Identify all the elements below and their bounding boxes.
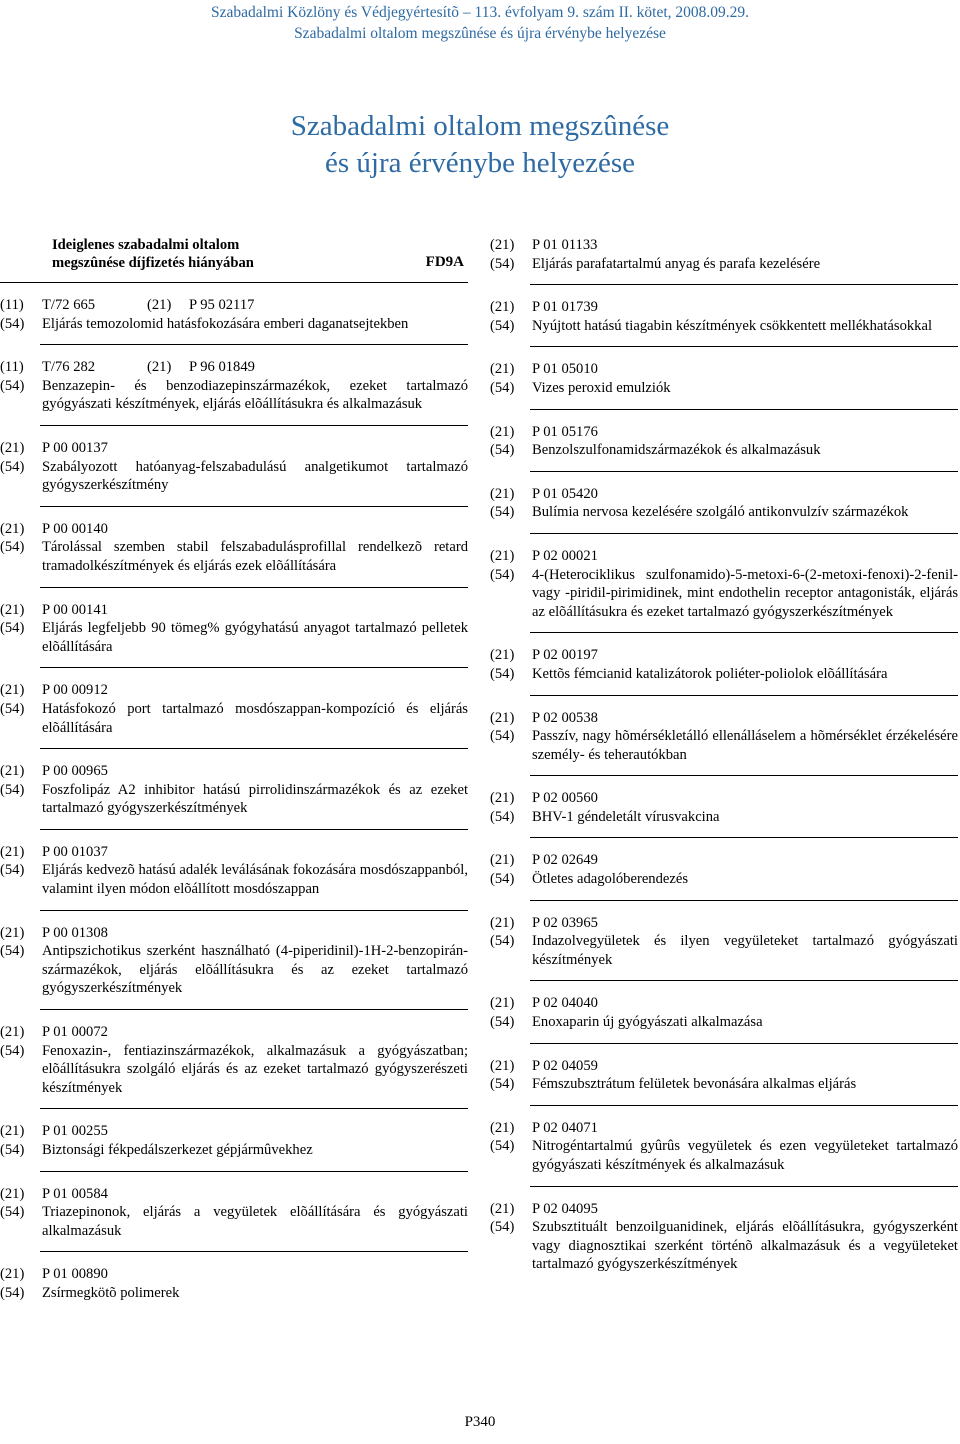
- entry-title-line: [490, 808, 958, 827]
- label-21: (21): [490, 423, 515, 440]
- patent-entry: [0, 843, 468, 911]
- entry-number-21: P 02 00021: [532, 547, 598, 564]
- entry-numbers: [490, 360, 958, 379]
- label-21: (21): [0, 924, 25, 941]
- label-21: (21): [0, 601, 25, 618]
- label-54: (54): [490, 728, 515, 745]
- entry-title-line: [490, 727, 958, 764]
- entry-title-line: [0, 1141, 468, 1160]
- entry-title: Ötletes adagolóberendezés: [532, 871, 688, 888]
- patent-entry: [0, 520, 468, 588]
- entry-numbers: [490, 236, 958, 255]
- patent-entry: [0, 1023, 468, 1109]
- entry-title-line: [0, 315, 468, 334]
- entry-numbers: [0, 1185, 468, 1204]
- page-title-line-1: Szabadalmi oltalom megszûnése: [290, 110, 670, 142]
- entry-title-line: [490, 1013, 958, 1032]
- patent-entry: [490, 298, 958, 347]
- patent-entry: [0, 296, 468, 345]
- entry-title: Tárolással szemben stabil felszabadulásprofillal rendelkezõ retard tramadolkészítmények és eljárás ezek elõállítására: [42, 539, 468, 574]
- label-54: (54): [490, 317, 515, 334]
- label-54: (54): [0, 377, 25, 394]
- label-21: (21): [490, 647, 515, 664]
- entry-number-21: P 02 02649: [532, 852, 598, 869]
- entry-numbers: [490, 709, 958, 728]
- entry-numbers: [490, 789, 958, 808]
- entry-numbers: [490, 914, 958, 933]
- label-54: (54): [490, 1014, 515, 1031]
- patent-entry: [490, 547, 958, 633]
- entry-title: Nyújtott hatású tiagabin készítmények csökkentett mellékhatásokkal: [532, 317, 933, 334]
- entry-number-21: P 00 01308: [42, 924, 108, 941]
- label-21: (21): [490, 790, 515, 807]
- patent-entry: [490, 360, 958, 409]
- label-54: (54): [490, 566, 515, 583]
- entry-title-line: [490, 932, 958, 969]
- entry-numbers: [490, 547, 958, 566]
- entry-title: Szubsztituált benzoilguanidinek, eljárás elõállításukra, gyógyszerként vagy diagnosztikai szerként történõ alkalmazásuk és a vegyületeket tartalmazó gyógyszerkészítmények: [532, 1219, 958, 1273]
- label-54: (54): [490, 1138, 515, 1155]
- entry-numbers: [0, 601, 468, 620]
- entry-number-21: P 01 00584: [42, 1185, 108, 1202]
- entry-title: Kettõs fémcianid katalizátorok poliéter-poliolok elõállítására: [532, 665, 888, 682]
- label-21: (21): [490, 914, 515, 931]
- patent-entry: [490, 423, 958, 472]
- entry-numbers: [490, 1119, 958, 1138]
- right-column: [490, 236, 958, 1298]
- label-54: (54): [490, 1219, 515, 1236]
- entry-numbers: [490, 1057, 958, 1076]
- entry-number-21: P 96 01849: [189, 359, 255, 376]
- label-54: (54): [490, 504, 515, 521]
- entry-numbers: [0, 358, 468, 377]
- label-54: (54): [0, 700, 25, 717]
- label-21: (21): [147, 297, 172, 313]
- section-title-line-1: Ideiglenes szabadalmi oltalom: [52, 237, 240, 253]
- entry-title-line: [0, 458, 468, 495]
- entry-numbers: [0, 843, 468, 862]
- patent-entry: [0, 924, 468, 1010]
- patent-entry: [490, 709, 958, 777]
- entry-number-21: P 01 05176: [532, 423, 598, 440]
- entry-number-21: P 02 04040: [532, 995, 598, 1012]
- entry-number-21: P 00 00140: [42, 520, 108, 537]
- patent-entry: [0, 681, 468, 749]
- patent-entry: [490, 914, 958, 982]
- label-21: (21): [490, 299, 515, 316]
- patent-entry: [0, 601, 468, 669]
- entry-title: Antipszichotikus szerként használható (4-piperidinil)-1H-2-benzopirán-származékok, eljárás elõállításukra és az ezeket tartalmazó gyógyszerkészítmények: [42, 943, 468, 997]
- entry-number-21: P 00 01037: [42, 843, 108, 860]
- entry-number-21: P 01 01133: [532, 237, 598, 253]
- entry-title-line: [0, 861, 468, 898]
- entry-title: Vizes peroxid emulziók: [532, 379, 671, 396]
- label-21: (21): [0, 1185, 25, 1202]
- entry-number-21: P 00 00965: [42, 763, 108, 780]
- patent-entry: [490, 646, 958, 695]
- entry-title: Nitrogéntartalmú gyûrûs vegyületek és ezen vegyületeket tartalmazó gyógyászati készítmények és alkalmazásuk: [532, 1138, 958, 1173]
- entry-numbers: [0, 296, 468, 315]
- label-54: (54): [490, 665, 515, 682]
- entry-numbers: [490, 994, 958, 1013]
- entry-title-line: [490, 870, 958, 889]
- entry-title: BHV-1 géndeletált vírusvakcina: [532, 808, 720, 825]
- entry-title-line: [0, 781, 468, 818]
- label-54: (54): [0, 458, 25, 475]
- entry-number-21: P 95 02117: [189, 297, 255, 313]
- entry-number-21: P 01 05010: [532, 361, 598, 378]
- entry-numbers: [0, 681, 468, 700]
- entry-number-11: T/72 665: [42, 297, 96, 313]
- entry-number-21: P 00 00137: [42, 439, 108, 456]
- patent-entry: [0, 358, 468, 426]
- label-21: (21): [490, 361, 515, 378]
- entry-title-line: [0, 942, 468, 998]
- patent-entry: [0, 1122, 468, 1171]
- entry-title: Zsírmegkötõ polimerek: [42, 1284, 180, 1301]
- entry-title-line: [490, 503, 958, 522]
- entry-title-line: [490, 665, 958, 684]
- entry-numbers: [490, 646, 958, 665]
- entry-title: Indazolvegyületek és ilyen vegyületeket tartalmazó gyógyászati készítmények: [532, 933, 958, 968]
- entry-title-line: [490, 317, 958, 336]
- entry-title: Eljárás legfeljebb 90 tömeg% gyógyhatású anyagot tartalmazó pelletek elõállítására: [42, 620, 468, 655]
- entry-title-line: [490, 1075, 958, 1094]
- patent-entry: [0, 1185, 468, 1253]
- entry-numbers: [490, 298, 958, 317]
- page-title-line-2: és újra érvénybe helyezése: [325, 147, 635, 179]
- entry-title: Eljárás parafatartalmú anyag és parafa kezelésére: [532, 255, 821, 272]
- entry-title-line: [0, 1203, 468, 1240]
- entry-title-line: [0, 1042, 468, 1098]
- entry-title: Triazepinonok, eljárás a vegyületek elõállítására és gyógyászati alkalmazásuk: [42, 1204, 468, 1239]
- entry-number-21: P 01 05420: [532, 485, 598, 502]
- entry-numbers: [490, 851, 958, 870]
- entry-number-21: P 01 00890: [42, 1266, 108, 1283]
- entry-numbers: [0, 1122, 468, 1141]
- entry-numbers: [0, 1023, 468, 1042]
- entry-number-11: T/76 282: [42, 359, 96, 376]
- label-21: (21): [490, 1057, 515, 1074]
- entry-number-21: P 01 00255: [42, 1123, 108, 1140]
- page-number: P340: [464, 1414, 496, 1430]
- entry-title-line: [490, 379, 958, 398]
- entry-number-21: P 00 00912: [42, 682, 108, 699]
- label-21: (21): [0, 520, 25, 537]
- entry-title: Szabályozott hatóanyag-felszabadulású analgetikumot tartalmazó gyógyszerkészítmény: [42, 458, 468, 494]
- entry-title: Enoxaparin új gyógyászati alkalmazása: [532, 1014, 763, 1031]
- patent-entry: [490, 851, 958, 900]
- entry-number-21: P 02 03965: [532, 914, 598, 931]
- label-54: (54): [0, 1284, 25, 1301]
- patent-entry: [490, 236, 958, 285]
- entry-title-line: [0, 538, 468, 575]
- entry-numbers: [0, 762, 468, 781]
- running-header-section: Szabadalmi oltalom megszûnése és újra érvénybe helyezése: [294, 25, 666, 42]
- entry-numbers: [490, 1200, 958, 1219]
- entry-title: Eljárás temozolomid hatásfokozására emberi daganatsejtekben: [42, 315, 409, 332]
- patent-entry: [490, 485, 958, 534]
- entry-title-line: [490, 1137, 958, 1174]
- label-21: (21): [490, 237, 515, 253]
- label-21: (21): [0, 439, 25, 456]
- left-column: [0, 236, 468, 1327]
- label-21: (21): [0, 763, 25, 780]
- label-54: (54): [490, 255, 515, 272]
- patent-entry: [490, 1057, 958, 1106]
- entry-title: Benzolszulfonamidszármazékok és alkalmazásuk: [532, 442, 821, 459]
- label-21: (21): [0, 1266, 25, 1283]
- entry-title-line: [490, 255, 958, 274]
- entry-numbers: [0, 924, 468, 943]
- entry-title: Benzazepin- és benzodiazepinszármazékok, ezeket tartalmazó gyógyászati készítmények, eljárás elõállításukra és alkalmazásuk: [42, 377, 468, 413]
- label-54: (54): [490, 808, 515, 825]
- entry-number-21: P 01 01739: [532, 299, 598, 316]
- page-title: [0, 108, 960, 182]
- label-21: (21): [0, 682, 25, 699]
- label-21: (21): [490, 995, 515, 1012]
- entry-title: Fémszubsztrátum felületek bevonására alkalmas eljárás: [532, 1076, 857, 1093]
- entry-number-21: P 00 00141: [42, 601, 108, 618]
- entry-title: Fenoxazin-, fentiazinszármazékok, alkalmazásuk a gyógyászatban; elõállításukra szolgáló eljárás és az ezeket tartalmazó gyógyszerészeti készítmények: [42, 1042, 468, 1096]
- entry-number-21: P 02 04095: [532, 1200, 598, 1217]
- label-21: (21): [490, 485, 515, 502]
- label-21: (21): [490, 547, 515, 564]
- label-54: (54): [490, 933, 515, 950]
- section-heading: [0, 236, 468, 283]
- entry-title-line: [0, 377, 468, 414]
- entry-title: Hatásfokozó port tartalmazó mosdószappan-kompozíció és eljárás elõállítására: [42, 700, 468, 736]
- label-54: (54): [0, 1142, 25, 1158]
- entry-numbers: [490, 485, 958, 504]
- entry-title: Biztonsági fékpedálszerkezet gépjármûvekhez: [42, 1142, 313, 1158]
- label-54: (54): [0, 862, 25, 879]
- patent-entry: [490, 994, 958, 1043]
- label-54: (54): [0, 1042, 25, 1059]
- label-54: (54): [490, 379, 515, 396]
- label-54: (54): [0, 781, 25, 798]
- entry-number-21: P 02 00538: [532, 709, 598, 726]
- entry-title-line: [0, 700, 468, 737]
- label-21: (21): [0, 1123, 25, 1140]
- label-11: (11): [0, 359, 24, 376]
- patent-entry: [490, 1200, 958, 1285]
- entry-title-line: [490, 566, 958, 622]
- entry-title-line: [0, 619, 468, 656]
- label-21: (21): [0, 1024, 25, 1041]
- section-code: FD9A: [425, 254, 464, 271]
- entry-title: Foszfolipáz A2 inhibitor hatású pirrolidinszármazékok és az ezeket tartalmazó gyógyszerkészítmények: [42, 781, 468, 817]
- entry-numbers: [0, 520, 468, 539]
- entry-title-line: [490, 1218, 958, 1274]
- label-21: (21): [490, 852, 515, 869]
- label-54: (54): [0, 943, 25, 960]
- entry-number-21: P 02 04071: [532, 1119, 598, 1136]
- label-11: (11): [0, 297, 24, 313]
- entry-number-21: P 02 00197: [532, 647, 598, 664]
- section-title-line-2: megszûnése díjfizetés hiányában: [52, 255, 254, 271]
- patent-entry: [0, 762, 468, 830]
- entry-title: Passzív, nagy hõmérsékletálló ellenálláselem a hõmérséklet érzékelésére személy- és teherautókban: [532, 728, 958, 763]
- entry-number-21: P 01 00072: [42, 1024, 108, 1041]
- patent-entry: [490, 1119, 958, 1187]
- entry-numbers: [490, 423, 958, 442]
- entry-number-21: P 02 04059: [532, 1057, 598, 1074]
- entry-title: Eljárás kedvezõ hatású adalék leválásának fokozására mosdószappanból, valamint ilyen módon elõállított mosdószappan: [42, 862, 468, 898]
- running-header: [0, 2, 960, 44]
- label-54: (54): [490, 1076, 515, 1093]
- label-21: (21): [490, 709, 515, 726]
- label-54: (54): [0, 315, 25, 332]
- entry-title-line: [490, 441, 958, 460]
- label-54: (54): [0, 1204, 25, 1221]
- entry-title-line: [0, 1284, 468, 1303]
- entry-title: 4-(Heterociklikus szulfonamido)-5-metoxi-6-(2-metoxi-fenoxi)-2-fenil- vagy -piridil-pirimidinek, mint endothelin receptor antagonisták, eljárás az elõállításukra és ezeket tartalmazó gyógyszerkészítmények: [532, 566, 958, 620]
- label-21: (21): [147, 359, 172, 376]
- label-21: (21): [490, 1200, 515, 1217]
- entry-numbers: [0, 1265, 468, 1284]
- label-54: (54): [490, 871, 515, 888]
- label-54: (54): [0, 539, 25, 556]
- patent-entry: [0, 439, 468, 507]
- entry-number-21: P 02 00560: [532, 790, 598, 807]
- patent-entry: [490, 789, 958, 838]
- entry-numbers: [0, 439, 468, 458]
- label-54: (54): [490, 442, 515, 459]
- label-21: (21): [490, 1119, 515, 1136]
- entry-title: Bulímia nervosa kezelésére szolgáló antikonvulzív származékok: [532, 504, 909, 521]
- running-header-publication: Szabadalmi Közlöny és Védjegyértesítõ – 113. évfolyam 9. szám II. kötet, 2008.09.29.: [210, 4, 750, 21]
- label-21: (21): [0, 843, 25, 860]
- patent-entry: [0, 1265, 468, 1313]
- label-54: (54): [0, 620, 25, 637]
